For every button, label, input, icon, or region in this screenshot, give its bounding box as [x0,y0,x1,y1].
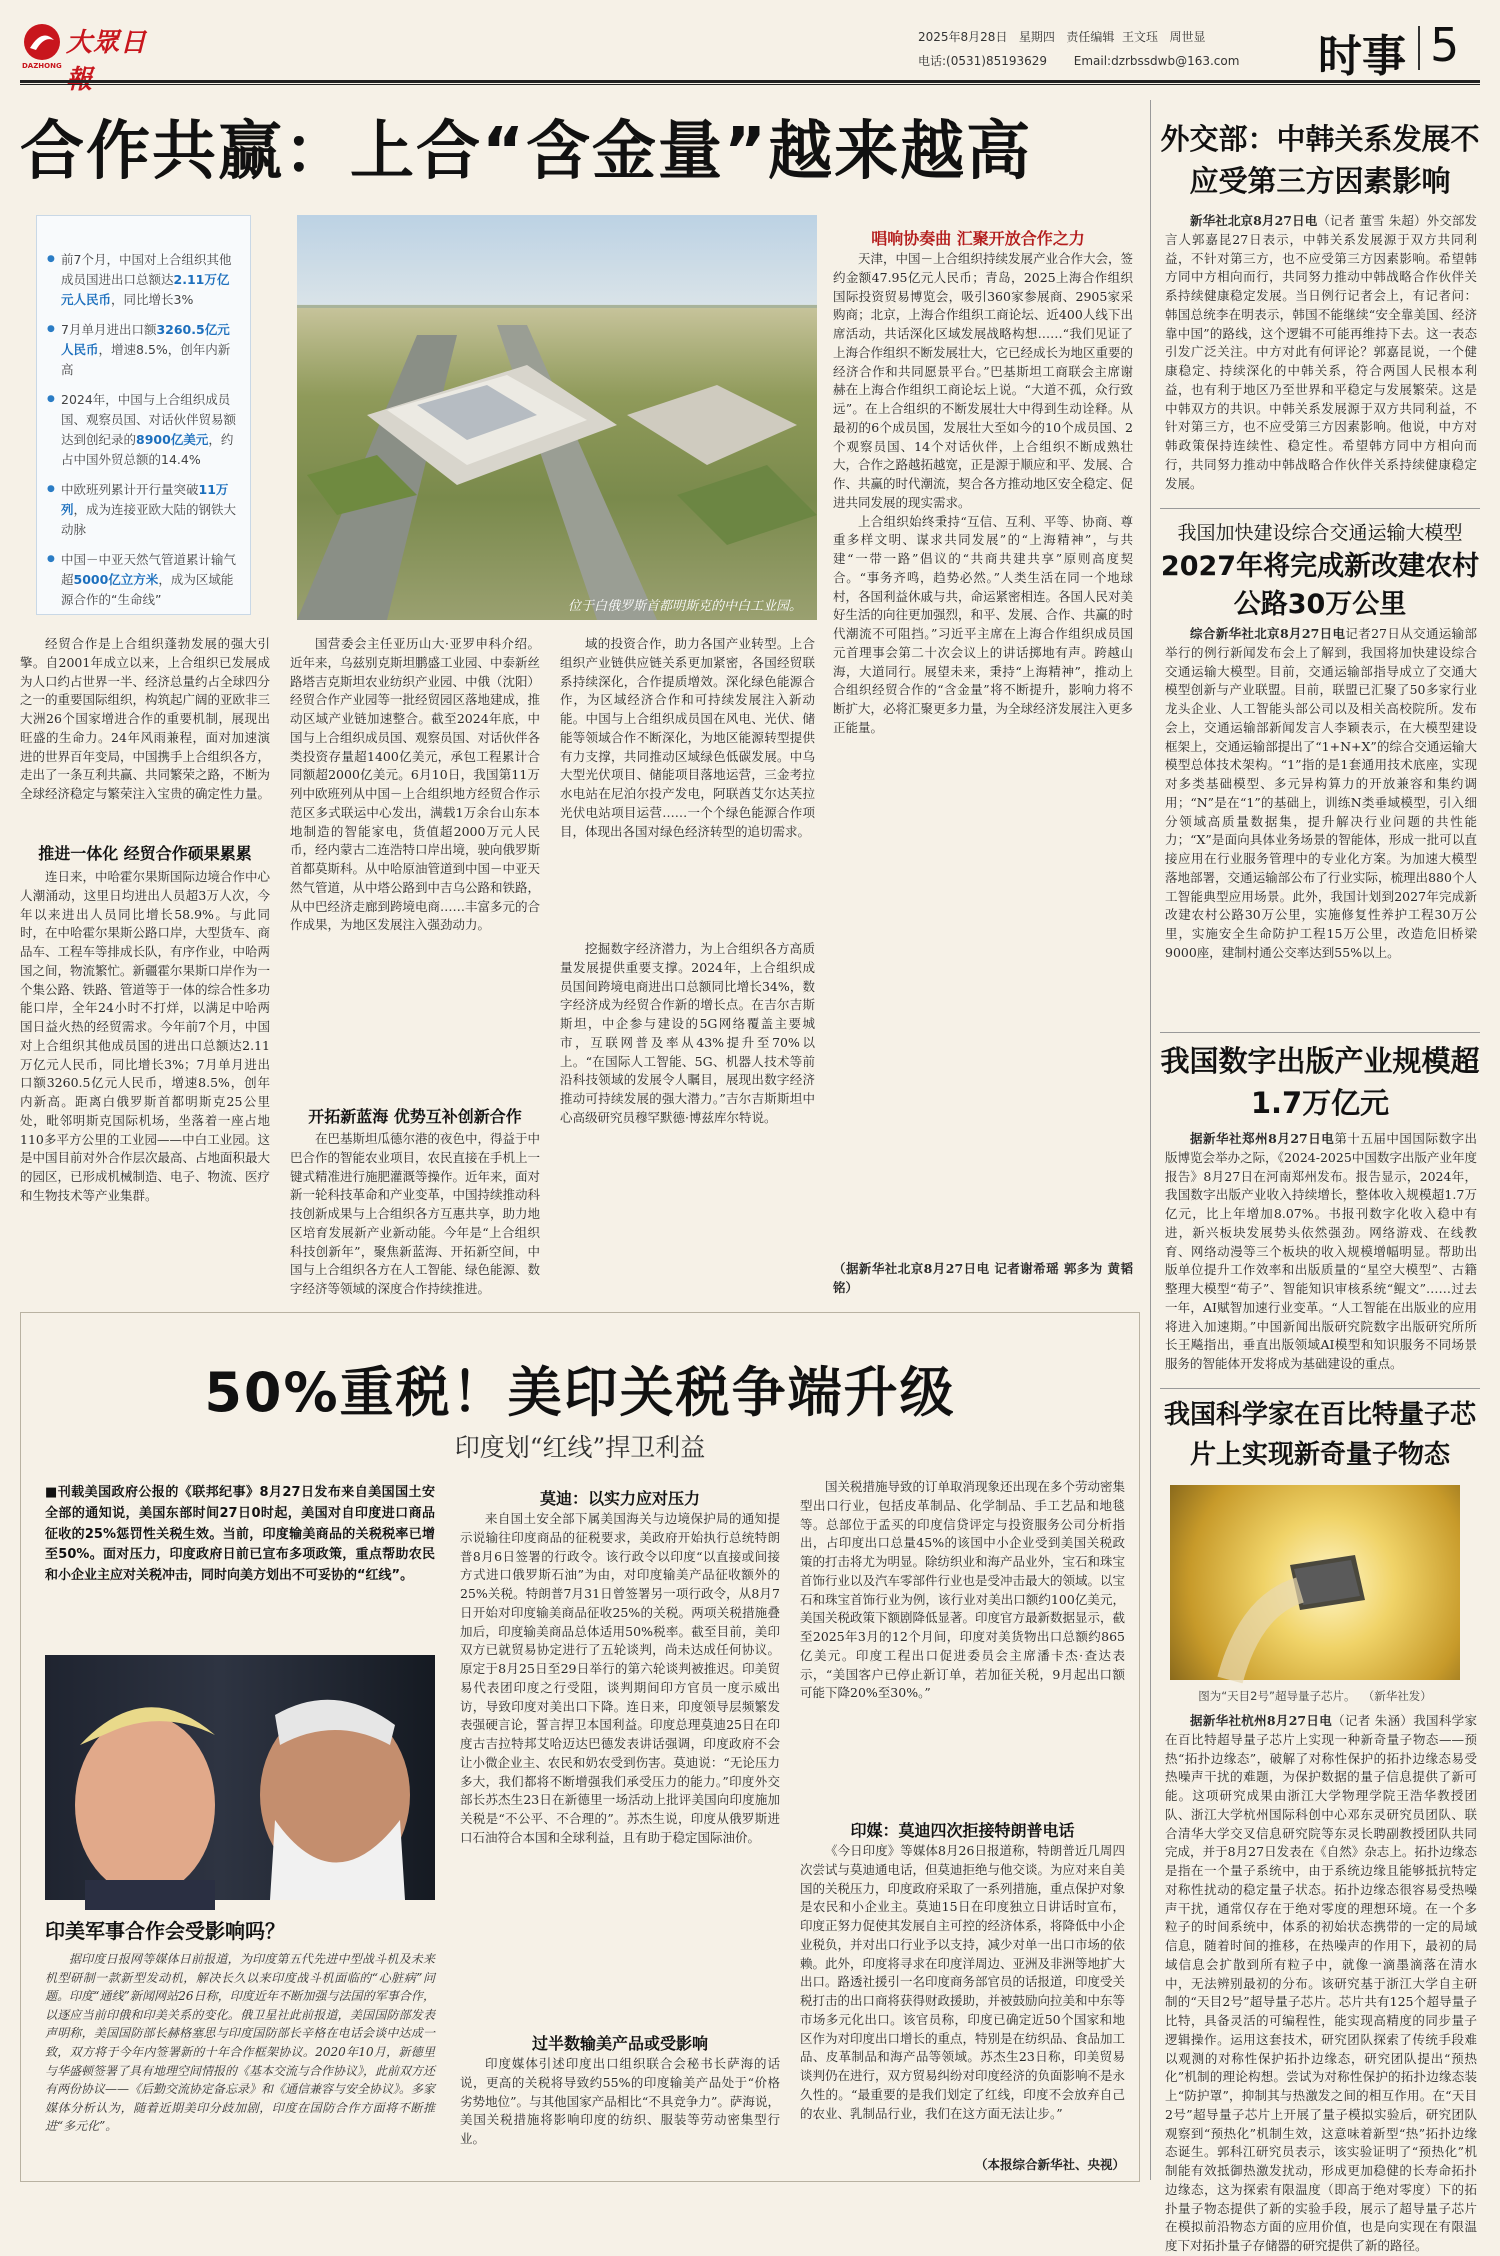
section-divider [1418,26,1420,70]
quantum-chip-image [1170,1485,1460,1680]
tariff-subhead-2: 过半数输美产品或受影响 [531,2034,708,2053]
tariff-sidebar-body: 据印度日报网等媒体日前报道，为印度第五代先进中型战斗机及未来机型研制一款新型发动机，解决长久以来印度战斗机面临的“心脏病”问题。印度“通线”新闻网站26日称，印度近年不断加强与法国的军事合作，以逐应当前印俄和印美关系的变化。俄卫星社此前报道，美国国防部发表声明称，美国国防部长赫格塞思与印度国防部长辛格在电话会谈中达成一致，双方将于今年内签署新的十年合作框架协议。2020年10月，新德里与华盛顿签署了具有地理空间情报的《基本交流与合作协议》，此前双方还有两份协议——《后勤交流协定备忘录》和《通信兼容与安全协议》。多家媒体分析认为，随着近期美印分歧加剧，印度在国防合作方面将不断推进“多元化”。 [45,1952,436,2134]
key-figure-2: ● 7月单月进出口额3260.5亿元人民币，增速8.5%，创年内新高 [47,320,240,380]
lead-column-2 [290,635,540,1095]
mfa-headline: 外交部：中韩关系发展不应受第三方因素影响 [1160,122,1480,199]
tariff-col1b-text: 印度媒体引述印度出口组织联合会秘书长萨海的话说，更高的关税将导致约55%的印度输美产品处于“价格劣势地位”。与其他国家产品相比“不具竞争力”。萨海说，美国关税措施将影响印度的纺织、服装等劳动密集型行业。 [460,2056,780,2146]
issue-weekday: 星期四 [1018,30,1055,44]
issue-info [918,28,1206,45]
leaders-image [45,1655,435,1900]
quantum-headline: 我国科学家在百比特量子芯片上实现新奇量子物态 [1163,1400,1476,1471]
email: Email:dzrbssdwb@163.com [1073,54,1240,68]
tariff-byline: （本报综合新华社、央视） [974,2157,1125,2172]
mfa-body [1165,212,1477,502]
roads-kicker: 我国加快建设综合交通运输大模型 [1177,522,1463,544]
header-rule-thin [20,84,1480,85]
tariff-col2b-text: 《今日印度》等媒体8月26日报道称，特朗普近几周四次尝试与莫迪通电话，但莫迪拒绝与他交谈。为应对来自美国的关税压力，印度政府采取了一系列措施，重点保护对象是农民和小企业主。莫迪15日在印度独立日讲话时宣布，印度正努力促使其发展自主可控的经济体系，将降低中小企业税负，并对出口行业予以支持，减少对单一出口市场的依赖。此外，印度将寻求在印度洋周边、亚洲及非洲等地扩大出口。路透社援引一名印度商务部官员的话报道，印度受关税打击的出口商将获得财政援助，并被鼓励向拉美和中东等市场多元化出口。该官员称，印度已确定近50个国家和地区作为对印度出口增长的重点，特别是在纺织品、食品加工品、皮革制品和海产品等领域。苏杰生23日称，印美贸易谈判仍在进行，双方贸易纠纷对印度经济的负面影响不是永久性的。“最重要的是我们划定了红线，印度不会放弃自己的农业、乳制品行业，我们在这方面无法让步。” [800,1843,1126,2121]
quantum-dateline: 据新华社杭州8月27日电 [1190,1713,1333,1728]
logo-subtext: DAZHONG [22,62,62,70]
lead-column-1 [20,635,270,830]
lead-col4-p1: 天津，中国－上合组织持续发展产业合作大会，签约金额47.95亿元人民币；青岛，2025上海合作组织国际投资贸易博览会，吸引360家参展商、2905家采购商；北京，上海合作组织工商论坛、近400人线下出席活动，共话深化区域发展战略构想……“我们见证了上海合作组织不断发展壮大，它已经成长为地区重要的经济合作和共同愿景平台。”巴基斯坦工商联会主席谢赫在上海合作组织工商论坛上说。“大道不孤，众行致远”。在上合组织的不断发展壮大中得到生动诠释。从最初的6个成员国，发展壮大至如今的10个成员国、2个观察员国、14个对话伙伴，上合组织不断成熟壮大，合作之路越拓越宽，正是源于顺应和平、发展、合作、共赢的时代潮流，契合各方推动地区安全稳定、促进共同发展的现实需求。 [833,251,1134,510]
section-name: 时事 [1318,31,1406,82]
key-figure-1: ● 前7个月，中国对上合组织其他成员国进出口总额达2.11万亿元人民币，同比增长3% [47,250,240,310]
phone: 电话:(0531)85193629 [918,54,1048,68]
lead-headline: 合作共赢：上合“含金量”越来越高 [20,115,1033,189]
lead-col3-p1: 域的投资合作，助力各国产业转型。上合组织产业链供应链关系更加紧密，各国经贸联系持续深化，合作提质增效。深化绿色能源合作，为区域经济合作和可持续发展注入新动能。中国与上合组织成员国在风电、光伏、储能等领域合作不断深化，为地区能源转型提供有力支撑，共同推动区域绿色低碳发展。中乌大型光伏项目、储能项目落地运营，三金考拉水电站在尼泊尔投产发电，阿联酋艾尔达芙拉光伏电站项目运营……一个个绿色能源合作项目，体现出各国对绿色经济转型的追切需求。 [560,636,815,839]
quantum-text: （记者 朱涵）我国科学家在百比特超导量子芯片上实现一种新奇量子物态——预热“拓扑边缘态”，破解了对称性保护的拓扑边缘态易受热噪声干扰的难题，为保护数据的量子信息提供了新可能。这项研究成果由浙江大学物理学院王浩华教授团队、浙江大学杭州国际科创中心邓东灵研究员团队、联合清华大学交叉信息研究院等东灵长聘副教授团队共同完成，并于8月27日发表在《自然》杂志上。拓扑边缘态是指在一个量子系统中，由于系统边缘且能够抵抗特定对称性扰动的稳定量子状态。拓扑边缘态很容易受热噪声干扰，通常仅存在于绝对零度的理想环境。在一个多粒子的时间系统中，体系的初始状态携带的一定的局域信息，随着时间的推移，在热噪声的作用下，最初的局域信息会扩散到所有粒子中，就像一滴墨滴落在清水中，无法辨别最初的分布。该研究基于浙江大学自主研制的“天目2号”超导量子芯片。芯片共有125个超导量子比特，具备灵活的可编程性，能实现高精度的同步量子逻辑操作。运用这套技术，研究团队探索了传统手段难以观测的对称性保护拓扑边缘态，研究团队提出“预热化”机制的理论构想。尝试为对称性保护的拓扑边缘态装上“防护罩”，抑制其与热激发之间的相互作用。在“天目2号”超导量子芯片上开展了量子模拟实验后，研究团队观察到“预热化”机制生效，这意味着新型“热”拓扑边缘态诞生。郭科江研究员表示，该实验证明了“预热化”机制能有效抵御热激发扰动，形成更加稳健的长寿命拓扑边缘态，这为探索有限温度（即高于绝对零度）下的拓扑量子物态提供了新的实验手段，展示了超导量子芯片在模拟前沿物态方面的应用价值，也是向实现在有限温度下对拓扑量子存储器的研究提供了新的路径。 [1165,1713,1477,2253]
contact-info [918,52,1239,69]
key-figure-5: ● 中国－中亚天然气管道累计输气超5000亿立方米，成为区域能源合作的“生命线” [47,550,240,610]
photo-caption: 位于白俄罗斯首都明斯克的中白工业园。 [567,599,802,614]
publishing-text: 第十五届中国国际数字出版博览会举办之际，《2024-2025中国数字出版产业年度报告》8月27日在河南郑州发布。报告显示，2024年，我国数字出版产业收入持续增长，整体收入规模超1.7万亿元，比上年增加8.07%。书报刊数字化收入稳中有进，新兴板块发展势头依然强劲。网络游戏、在线教育、网络动漫等三个板块的收入规模增幅明显。帮助出版单位提升工作效率和出版质量的“星空大模型”、古籍整理大模型“荀子”、智能知识审核系统“鲲文”……过去一年，AI赋智加速行业变革。“人工智能在出版业的应用将进入加速期。”中国新闻出版研究院数字出版研究所所长王飚指出，垂直出版领域AI模型和知识服务不同场景服务的智能体开发将成为基础建设的重点。 [1165,1131,1477,1371]
lead-col2-p2: 在巴基斯坦瓜德尔港的夜色中，得益于中巴合作的智能农业项目，农民直接在手机上一键式精准进行施肥灌溉等操作。近年来，面对新一轮科技革命和产业变革，中国持续推动科技创新成果与上合组织各方互惠共享，助力地区培育发展新产业新动能。今年是“上合组织科技创新年”，聚焦新蓝海、开拓新空间，中国与上合组织各方在人工智能、绿色能源、数字经济等领域的深度合作持续推进。 [290,1131,541,1296]
lead-col1-p1: 经贸合作是上合组织蓬勃发展的强大引擎。自2001年成立以来，上合组织已发展成为人口约占世界一半、经济总量约占全球四分之一的重要国际组织，构筑起广阔的亚欧非三大洲26个国家增进合作的重要机制，展现出旺盛的生命力。24年风雨兼程，面对加速演进的世界百年变局，中国携手上合组织各方，走出了一条互利共赢、共同繁荣之路，不断为全球经济稳定与繁荣注入宝贵的确定性力量。 [20,636,271,801]
lead-column-2b [290,1130,540,1305]
lead-subhead-1: 推进一体化 经贸合作硕果累累 [38,844,252,863]
tariff-sidebar-headline: 印美军事合作会受影响吗？ [45,1919,285,1943]
industrial-park-photo [297,215,817,620]
logo-text: 大眾日報 [66,28,148,95]
lead-column-3 [560,635,815,935]
tariff-column-1 [460,1510,780,2015]
tariff-col1-text: 来自国土安全部下属美国海关与边境保护局的通知提示说输往印度商品的征税要求，美政府开始执行总统特朗普8月6日签署的行政令。该行政令以印度“以直接或间接方式进口俄罗斯石油”为由，对印度输美产品征收额外的25%关税。特朗普7月31日曾签署另一项行政令，从8月7日开始对印度输美商品征收25%的关税。两项关税措施叠加后，印度输美商品总体适用50%税率。截至目前，美印双方已就贸易协定进行了五轮谈判，尚未达成任何协议。原定于8月25日至29日举行的第六轮谈判被推迟。印美贸易代表团印度之行受阻，谈判期间印方官员一度示威出访，导致印度对美出口下降。连日来，印度领导层频繁发表强硬言论，誓言捍卫本国利益。印度总理莫迪25日在印度古吉拉特邦艾哈迈达巴德发表讲话强调，印度政府不会让小微企业主、农民和奶农受到伤害。莫迪说：“无论压力多大，我们都将不断增强我们承受压力的能力。”印度外交部长苏杰生23日在新德里一场活动上批评美国向印度施加关税是“不公平、不合理的”。苏杰生说，印度从俄罗斯进口石油符合本国和全球利益，且有助于稳定国际油价。 [460,1511,780,1845]
tariff-subhead-3: 印媒：莫迪四次拒接特朗普电话 [850,1821,1075,1840]
mfa-dateline: 新华社北京8月27日电 [1190,213,1318,228]
aerial-park-image [297,215,817,620]
lead-column-4 [833,250,1133,865]
key-figures-box [36,215,251,615]
tariff-subheadline: 印度划“红线”捍卫利益 [454,1433,706,1462]
editor-name: 王文珏 [1122,30,1159,44]
lead-col3-p2: 挖掘数字经济潜力，为上合组织各方高质量发展提供重要支撑。2024年，上合组织成员国间跨境电商进出口总额同比增长34%，数字经济成为经贸合作新的增长点。在吉尔吉斯斯坦，中企参与建设的5G网络覆盖主要城市，互联网普及率从43%提升至70%以上。“在国际人工智能、5G、机器人技术等前沿科技领域的发展令人瞩目，展现出数字经济推动可持续发展的强大潜力。”吉尔吉斯斯坦中心高级研究员穆罕默德·博兹库尔特说。 [560,941,815,1125]
header-rule [20,80,1480,83]
lead-byline: （据新华社北京8月27日电 记者谢希瑶 郭多为 黄韬铭） [833,1261,1133,1295]
roads-dateline: 综合新华社北京8月27日电 [1190,626,1346,641]
roads-headline: 2027年将完成新改建农村公路30万公里 [1160,551,1480,620]
rule-3 [1160,1388,1480,1389]
tariff-column-2b [800,1842,1125,2147]
key-figure-4: ● 中欧班列累计开行量突破11万列，成为连接亚欧大陆的钢铁大动脉 [47,480,240,540]
newspaper-logo [22,22,172,95]
quantum-caption-credit: （新华社发） [1362,1689,1432,1703]
lead-column-1b [20,868,270,1303]
lead-subhead-3: 唱响协奏曲 汇聚开放合作之力 [871,229,1085,248]
rule-1 [1160,508,1480,509]
editor-label: 责任编辑 [1066,30,1115,44]
roads-text: 记者27日从交通运输部举行的例行新闻发布会上了解到，我国将加快建设综合交通运输大模型。目前，交通运输部指导成立了交通大模型创新与产业联盟。目前，联盟已汇聚了50多家行业龙头企业、人工智能头部公司以及相关高校院所。发布会上，交通运输部新闻发言人李颖表示，在大模型建设框架上，交通运输部提出了“1+N+X”的综合交通运输大模型总体技术架构。“1”指的是1套通用技术底座，实现对多类基础模型、多元异构算力的开放兼容和集约调用；“N”是在“1”的基础上，训练N类垂域模型，引入细分领域高质量数据集，提升解决行业问题的共性能力；“X”是面向具体业务场景的智能体，形成一批可以直接应用在行业服务管理中的专业化方案。为加速大模型落地部署，交通运输部公布了行业实际，梳理出880个人工智能典型应用场景。此外，我国计划到2027年完成新改建农村公路30万公里，实施修复性养护工程30万公里，实施安全生命防护工程15万公里，改造危旧桥梁9000座，建制村通公交率达到55%以上。 [1165,626,1478,960]
quantum-body [1165,1712,1477,2253]
quantum-chip-photo [1170,1485,1460,1680]
logo-emblem-icon [22,22,62,62]
tariff-col2-text: 国关税措施导致的订单取消现象还出现在多个劳动密集型出口行业，包括皮革制品、化学制品、手工艺品和地毯等。总部位于孟买的印度信贷评定与投资服务公司分析指出，占印度出口总量45%的该国中小企业受到美国关税政策的打击将尤为明显。除纺织业和海产品业外，宝石和珠宝首饰行业以及汽车零部件行业也是受冲击最大的领域。以宝石和珠宝首饰行业为例，该行业对美出口额约100亿美元，美国关税政策下额剧降低显著。印度官方最新数据显示，截至2025年3月的12个月间，印度对美货物出口总额约865亿美元。印度工程出口促进委员会主席潘卡杰·查达表示，“美国客户已停止新订单，若加征关税，9月起出口额可能下降20%至30%。” [800,1479,1126,1701]
issue-date: 2025年8月28日 [918,30,1008,44]
leaders-photo [45,1655,435,1900]
lead-col4-p2: 上合组织始终秉持“互信、互利、平等、协商、尊重多样文明、谋求共同发展”的“上海精神”，与共建“一带一路”倡议的“共商共建共享”原则高度契合。“事务齐鸣，趋势必然。”人类生活在同一个地球村，各国利益休戚与共，命运紧密相连。各国人民对美好生活的向往更加强烈，和平、发展、合作、共赢的时代潮流不可阻挡。”习近平主席在上海合作组织成员国元首理事会第二十次会议上的讲话掷地有声。跨越山海，大道同行。展望未来，秉持“上海精神”，推动上合组织经贸合作的“含金量”将不断提升，影响力将不断扩大，必将汇聚更多力量，为全球经济发展注入更多正能量。 [833,513,1134,735]
publishing-headline: 我国数字出版产业规模超1.7万亿元 [1160,1044,1480,1121]
key-figure-3: ● 2024年，中国与上合组织成员国、观察员国、对话伙伴贸易额达到创纪录的8900亿美元，约占中国外贸总额的14.4% [47,390,240,470]
roads-body [1165,625,1477,1025]
tariff-subhead-1: 莫迪：以实力应对压力 [539,1489,700,1508]
right-column-divider [1150,100,1151,2180]
proofreader-name: 周世显 [1169,30,1206,44]
quantum-caption-text: 图为“天目2号”超导量子芯片。 [1198,1689,1356,1703]
mfa-text: （记者 董雪 朱超）外交部发言人郭嘉昆27日表示，中韩关系发展源于双方共同利益，不针对第三方，也不应受第三方因素影响。希望韩方同中方相向而行，共同努力推动中韩战略合作伙伴关系持续健康稳定发展。当日例行记者会上，有记者问：韩国总统李在明表示，韩国不能继续“安全靠美国、经济靠中国”的路线，这个逻辑不可能再维持下去。这一表态引发广泛关注。中方对此有何评论？郭嘉昆说，一个健康稳定、持续深化的中韩关系，符合两国人民根本利益，也有利于地区乃至世界和平稳定与发展繁荣。这是中韩双方的共识。中韩关系发展源于双方共同利益，不针对第三方，也不应受第三方因素影响。他说，中方对韩政策保持连续性、稳定性。希望韩方同中方相向而行，共同努力推动中韩战略合作伙伴关系持续健康稳定发展。 [1165,213,1478,491]
page-number: 5 [1430,18,1460,72]
rule-2 [1160,1032,1480,1033]
lead-col2-p1: 国营委会主任亚历山大·亚罗申科介绍。近年来，乌兹别克斯坦鹏盛工业园、中泰新丝路塔吉克斯坦农业纺织产业园、中俄（沈阳）经贸合作产业园等一批经贸园区落地建成，推动区域产业链加速整合。截至2024年底，中国与上合组织成员国、观察员国、对话伙伴各类投资存量超1400亿美元，承包工程累计合同额超2000亿美元。6月10日，我国第11万列中欧班列从中国－上合组织地方经贸合作示范区多式联运中心发出，满载1万余台山东本地制造的智能家电，货值超2000万元人民币，经内蒙古二连浩特口岸出境，驶向俄罗斯首都莫斯科。从中哈原油管道到中国－中亚天然气管道，从中塔公路到中吉乌公路和铁路，从中巴经济走廊到跨境电商……丰富多元的合作成果，为地区发展注入强劲动力。 [290,636,541,933]
tariff-column-1b [460,2055,780,2175]
quantum-photo-caption [1170,1688,1460,1704]
publishing-dateline: 据新华社郑州8月27日电 [1190,1131,1335,1146]
lead-column-4-overflow [833,870,1133,1255]
lead-column-3b [560,940,815,1305]
tariff-column-2 [800,1478,1125,1808]
lead-subhead-2: 开拓新蓝海 优势互补创新合作 [308,1107,522,1126]
lead-col1-p2: 连日来，中哈霍尔果斯国际边境合作中心人潮涌动，这里日均进出人员超3万人次，今年以来进出人员同比增长58.9%。与此同时，在中哈霍尔果斯公路口岸，大型货车、商品车、工程车等排成长队，有序作业，中哈两国之间，物流繁忙。新疆霍尔果斯口岸作为一个集公路、铁路、管道等于一体的综合性多功能口岸，全年24小时不打烊，以满足中哈两国日益火热的经贸需求。今年前7个月，中国对上合组织其他成员国的进出口总额达2.11万亿元人民币，同比增长3%；7月单月进出口额3260.5亿元人民币，增速8.5%，创年内新高。距离白俄罗斯首都明斯克25公里处，毗邻明斯克国际机场，坐落着一座占地110多平方公里的工业园——中白工业园。这是中国目前对外合作层次最高、占地面积最大的园区，已形成机械制造、电子、物流、医疗和生物技术等产业集群。 [20,869,271,1203]
tariff-headline: 50%重税！美印关税争端升级 [204,1361,956,1424]
tariff-lead: ■刊载美国政府公报的《联邦纪事》8月27日发布来自美国国土安全部的通知说，美国东部时间27日0时起，美国对自印度进口商品征收的25%惩罚性关税生效。当前，印度输美商品的关税税率已增至50%。面对压力，印度政府日前已宣布多项政策，重点帮助农民和小企业主应对关税冲击，同时向美方划出不可妥协的“红线”。 [45,1485,435,1584]
publishing-body [1165,1130,1477,1380]
